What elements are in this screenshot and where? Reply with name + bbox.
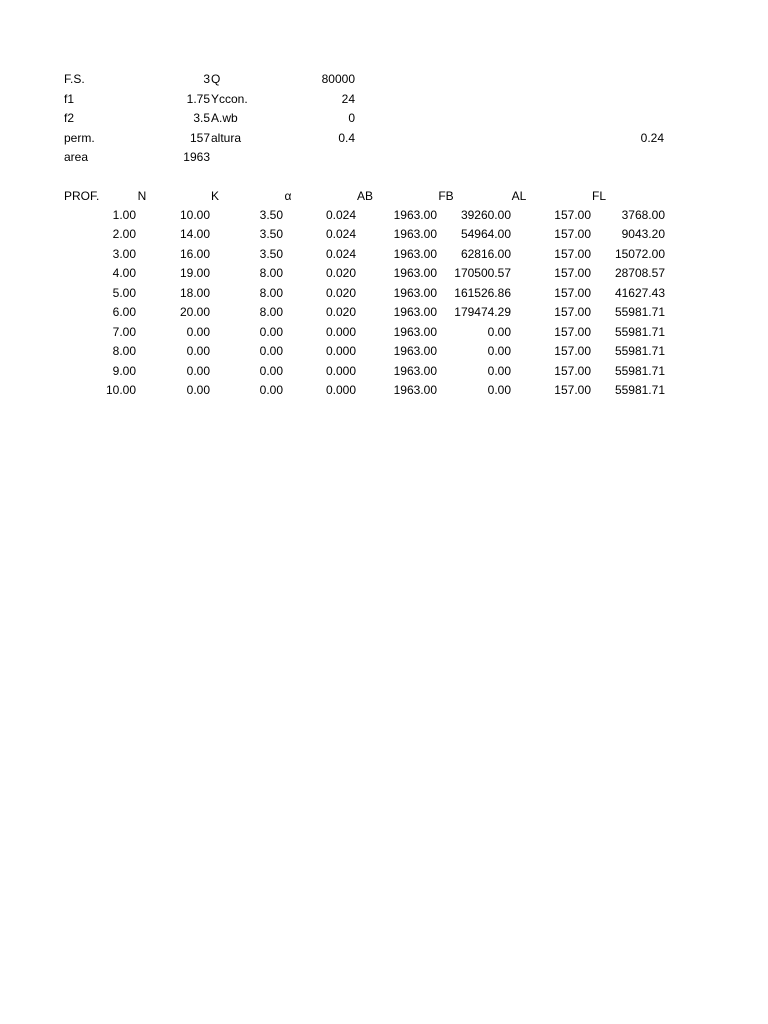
table-cell: 0.024 <box>325 246 356 261</box>
table-cell: 62816.00 <box>460 246 511 261</box>
column-header: PROF. <box>64 189 100 203</box>
param-label2: A.wb <box>211 111 238 125</box>
param-label: perm. <box>64 130 95 145</box>
table-cell: 5.00 <box>112 285 136 300</box>
table-cell: 3.50 <box>259 227 283 241</box>
param-value2 <box>285 148 355 166</box>
table-cell: 9.00 <box>112 363 136 378</box>
table-cell: 157.00 <box>554 363 591 378</box>
table-cell: 1963.00 <box>393 324 437 339</box>
table-cell: 0.000 <box>325 363 356 378</box>
param-value2: 24 <box>341 91 355 106</box>
table-cell: 8.00 <box>259 266 283 280</box>
table-cell: 157.00 <box>554 305 591 319</box>
table-cell: 157.00 <box>554 344 591 358</box>
table-cell: 54964.00 <box>460 227 511 241</box>
table-cell: 0.00 <box>259 344 283 358</box>
table-cell: 15072.00 <box>614 246 665 261</box>
table-cell: 0.00 <box>186 344 210 358</box>
column-header: N <box>137 189 147 203</box>
table-cell: 0.00 <box>259 324 283 339</box>
table-cell: 2.00 <box>112 227 136 241</box>
table-cell: 1963.00 <box>393 246 437 261</box>
table-cell: 0.00 <box>487 344 511 358</box>
table-cell: 3.50 <box>259 246 283 261</box>
column-header: α <box>284 189 292 203</box>
table-cell: 1963.00 <box>393 207 437 222</box>
table-cell: 8.00 <box>259 305 283 319</box>
table-cell: 18.00 <box>179 285 210 300</box>
column-header: FL <box>591 189 606 203</box>
table-cell: 41627.43 <box>614 285 665 300</box>
table-cell: 179474.29 <box>454 305 511 319</box>
param-value1: 157 <box>189 130 210 145</box>
param-value2: 0 <box>348 111 355 125</box>
table-cell: 1963.00 <box>393 305 437 319</box>
table-cell: 55981.71 <box>614 383 665 397</box>
column-header: AB <box>356 189 373 203</box>
param-label2: altura <box>211 130 242 145</box>
table-cell: 55981.71 <box>614 305 665 319</box>
param-value3 <box>594 70 664 88</box>
param-label: area <box>64 150 89 164</box>
column-header: K <box>210 189 219 203</box>
param-value1: 3 <box>203 72 210 86</box>
table-cell: 0.024 <box>325 227 356 241</box>
table-cell: 55981.71 <box>614 324 665 339</box>
param-label2: Yccon. <box>211 91 248 106</box>
table-cell: 0.000 <box>325 344 356 358</box>
table-cell: 3.00 <box>112 246 136 261</box>
table-cell: 0.000 <box>325 383 356 397</box>
table-cell: 161526.86 <box>454 285 511 300</box>
table-cell: 1963.00 <box>393 363 437 378</box>
param-label2: Q <box>211 72 221 86</box>
table-cell: 0.00 <box>186 363 210 378</box>
table-cell: 157.00 <box>554 324 591 339</box>
param-value1: 3.5 <box>193 111 210 125</box>
table-cell: 157.00 <box>554 266 591 280</box>
table-cell: 0.00 <box>487 363 511 378</box>
table-cell: 9043.20 <box>621 227 665 241</box>
param-value1: 1963 <box>183 150 210 164</box>
param-value1: 1.75 <box>186 91 210 106</box>
table-cell: 55981.71 <box>614 363 665 378</box>
table-cell: 0.000 <box>325 324 356 339</box>
param-value2: 0.4 <box>338 130 355 145</box>
table-cell: 28708.57 <box>614 266 665 280</box>
table-cell: 16.00 <box>179 246 210 261</box>
table-cell: 0.020 <box>325 266 356 280</box>
param-value3 <box>594 109 664 127</box>
param-value3: 0.24 <box>640 130 664 145</box>
table-cell: 0.00 <box>186 383 210 397</box>
table-cell: 157.00 <box>554 207 591 222</box>
table-cell: 1963.00 <box>393 383 437 397</box>
param-label: f2 <box>64 111 75 125</box>
table-cell: 0.020 <box>325 285 356 300</box>
table-cell: 1963.00 <box>393 227 437 241</box>
table-cell: 3.50 <box>259 207 283 222</box>
table-cell: 0.024 <box>325 207 356 222</box>
param-label: F.S. <box>64 72 85 86</box>
param-value3 <box>594 148 664 166</box>
table-cell: 4.00 <box>112 266 136 280</box>
column-header: AL <box>511 189 527 203</box>
table-cell: 157.00 <box>554 383 591 397</box>
table-cell: 7.00 <box>112 324 136 339</box>
table-cell: 0.00 <box>186 324 210 339</box>
table-cell: 0.00 <box>259 383 283 397</box>
table-cell: 0.020 <box>325 305 356 319</box>
param-label: f1 <box>64 91 75 106</box>
table-cell: 39260.00 <box>460 207 511 222</box>
table-cell: 14.00 <box>179 227 210 241</box>
table-cell: 8.00 <box>259 285 283 300</box>
table-cell: 170500.57 <box>454 266 511 280</box>
table-cell: 157.00 <box>554 227 591 241</box>
table-cell: 10.00 <box>105 383 136 397</box>
table-cell: 19.00 <box>179 266 210 280</box>
table-cell: 3768.00 <box>621 207 665 222</box>
table-cell: 20.00 <box>179 305 210 319</box>
column-header: FB <box>438 189 454 203</box>
table-cell: 0.00 <box>259 363 283 378</box>
param-value2: 80000 <box>321 72 355 86</box>
table-cell: 1963.00 <box>393 285 437 300</box>
table-cell: 8.00 <box>112 344 136 358</box>
table-cell: 10.00 <box>179 207 210 222</box>
table-cell: 0.00 <box>487 383 511 397</box>
table-cell: 1963.00 <box>393 344 437 358</box>
table-cell: 1963.00 <box>393 266 437 280</box>
table-cell: 0.00 <box>487 324 511 339</box>
param-value3 <box>594 90 664 108</box>
table-cell: 55981.71 <box>614 344 665 358</box>
table-cell: 157.00 <box>554 246 591 261</box>
table-cell: 1.00 <box>112 207 136 222</box>
table-cell: 157.00 <box>554 285 591 300</box>
table-cell: 6.00 <box>112 305 136 319</box>
